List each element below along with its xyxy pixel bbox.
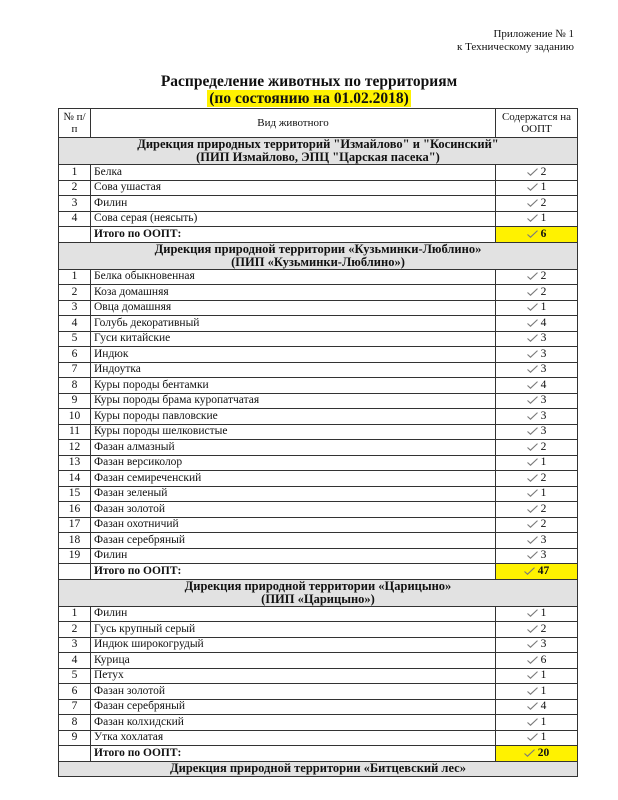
animal-count-cell [496, 211, 578, 227]
checkmark-icon [524, 567, 535, 575]
animal-count: 1 [540, 181, 547, 194]
animal-count-cell [496, 684, 578, 700]
table-row [59, 517, 578, 533]
animal-count: 1 [540, 301, 547, 314]
row-number: 14 [59, 471, 91, 487]
table-row [59, 653, 578, 669]
table-row [59, 362, 578, 378]
table-row [59, 471, 578, 487]
total-count-cell [496, 227, 578, 243]
table-row [59, 285, 578, 301]
animal-count: 4 [540, 700, 547, 713]
animal-count: 3 [540, 549, 547, 562]
row-number: 6 [59, 684, 91, 700]
animal-count-cell [496, 548, 578, 564]
animal-name: Индюк [91, 347, 496, 363]
total-num-cell [59, 746, 91, 762]
table-row [59, 165, 578, 181]
animal-count-cell [496, 471, 578, 487]
animal-name: Фазан зеленый [91, 486, 496, 502]
row-number: 16 [59, 502, 91, 518]
checkmark-icon [527, 520, 538, 528]
checkmark-icon [527, 536, 538, 544]
animal-count: 2 [540, 440, 547, 453]
animal-count-cell [496, 502, 578, 518]
row-number: 1 [59, 269, 91, 285]
checkmark-icon [527, 640, 538, 648]
table-row [59, 211, 578, 227]
table-row [59, 637, 578, 653]
animal-count-cell [496, 300, 578, 316]
section-title-line2: (ПИП «Кузьминки-Люблино») [231, 254, 405, 269]
row-number: 2 [59, 622, 91, 638]
title-line1: Распределение животных по территориям [160, 73, 458, 90]
checkmark-icon [527, 718, 538, 726]
checkmark-icon [527, 350, 538, 358]
animal-name: Овца домашняя [91, 300, 496, 316]
checkmark-icon [527, 733, 538, 741]
animals-table [58, 108, 578, 777]
section-title [59, 761, 578, 777]
animal-count-cell [496, 180, 578, 196]
row-number: 12 [59, 440, 91, 456]
animal-name: Гуси китайские [91, 331, 496, 347]
animal-count-cell [496, 331, 578, 347]
checkmark-icon [527, 474, 538, 482]
section-title [59, 242, 578, 269]
appendix-line2: к Техническому заданию [457, 41, 574, 53]
animal-count: 1 [540, 684, 547, 697]
total-num-cell [59, 227, 91, 243]
row-number: 3 [59, 300, 91, 316]
table-row [59, 393, 578, 409]
checkmark-icon [524, 749, 535, 757]
animal-count-cell [496, 606, 578, 622]
checkmark-icon [527, 334, 538, 342]
total-count: 20 [537, 746, 550, 759]
section-title-line2: (ПИП «Царицыно») [261, 591, 375, 606]
animal-name: Курица [91, 653, 496, 669]
animal-name: Индюк широкогрудый [91, 637, 496, 653]
checkmark-icon [527, 687, 538, 695]
document-title [0, 73, 618, 107]
animal-count-cell [496, 653, 578, 669]
animal-name: Фазан колхидский [91, 715, 496, 731]
checkmark-icon [527, 458, 538, 466]
animal-count: 1 [540, 715, 547, 728]
table-row [59, 316, 578, 332]
checkmark-icon [527, 443, 538, 451]
animal-name: Фазан серебряный [91, 699, 496, 715]
animal-name: Коза домашняя [91, 285, 496, 301]
section-header-row [59, 138, 578, 165]
row-number: 17 [59, 517, 91, 533]
total-label: Итого по ООПТ: [91, 746, 496, 762]
table-row [59, 378, 578, 394]
animal-name: Фазан серебряный [91, 533, 496, 549]
animal-count-cell [496, 455, 578, 471]
animal-count: 2 [540, 518, 547, 531]
animal-count-cell [496, 622, 578, 638]
animal-name: Филин [91, 548, 496, 564]
animal-count: 2 [540, 471, 547, 484]
table-row [59, 684, 578, 700]
animal-name: Белка обыкновенная [91, 269, 496, 285]
row-number: 18 [59, 533, 91, 549]
animal-name: Сова ушастая [91, 180, 496, 196]
total-row [59, 564, 578, 580]
checkmark-icon [527, 288, 538, 296]
table-row [59, 331, 578, 347]
animal-name: Фазан семиреченский [91, 471, 496, 487]
animal-count: 1 [540, 487, 547, 500]
animal-count: 3 [540, 347, 547, 360]
checkmark-icon [527, 551, 538, 559]
animal-count-cell [496, 165, 578, 181]
row-number: 3 [59, 196, 91, 212]
section-title-line1: Дирекция природной территории «Царицыно» [184, 579, 452, 593]
row-number: 6 [59, 347, 91, 363]
animal-count-cell [496, 440, 578, 456]
table-row [59, 622, 578, 638]
table-row [59, 180, 578, 196]
checkmark-icon [527, 427, 538, 435]
table-row [59, 533, 578, 549]
table-row [59, 269, 578, 285]
section-title-line1: Дирекция природной территории «Битцевский лес» [170, 761, 466, 776]
checkmark-icon [527, 412, 538, 420]
animal-name: Куры породы бентамки [91, 378, 496, 394]
checkmark-icon [527, 656, 538, 664]
animal-name: Голубь декоративный [91, 316, 496, 332]
animal-count: 6 [540, 653, 547, 666]
animal-count-cell [496, 533, 578, 549]
animal-count: 2 [540, 285, 547, 298]
animal-count-cell [496, 269, 578, 285]
animal-count: 3 [540, 533, 547, 546]
section-title-line1: Дирекция природной территории «Кузьминки-Люблино» [154, 242, 482, 256]
checkmark-icon [527, 199, 538, 207]
row-number: 4 [59, 211, 91, 227]
row-number: 9 [59, 393, 91, 409]
animal-count: 2 [540, 165, 547, 178]
checkmark-icon [527, 489, 538, 497]
row-number: 2 [59, 285, 91, 301]
checkmark-icon [527, 272, 538, 280]
animal-count-cell [496, 424, 578, 440]
row-number: 4 [59, 316, 91, 332]
row-number: 1 [59, 165, 91, 181]
appendix-line1: Приложение № 1 [493, 28, 574, 40]
animal-count-cell [496, 362, 578, 378]
animal-count: 1 [540, 212, 547, 225]
row-number: 10 [59, 409, 91, 425]
animal-count-cell [496, 378, 578, 394]
row-number: 7 [59, 362, 91, 378]
row-number: 15 [59, 486, 91, 502]
animal-count: 3 [540, 332, 547, 345]
section-title [59, 138, 578, 165]
checkmark-icon [527, 671, 538, 679]
table-row [59, 486, 578, 502]
table-row [59, 548, 578, 564]
checkmark-icon [527, 625, 538, 633]
section-header-row [59, 579, 578, 606]
checkmark-icon [527, 609, 538, 617]
animal-name: Куры породы брама куропатчатая [91, 393, 496, 409]
animal-count-cell [496, 637, 578, 653]
title-date-highlight: (по состоянию на 01.02.2018) [209, 90, 409, 107]
animal-count: 1 [540, 456, 547, 469]
checkmark-icon [527, 365, 538, 373]
animal-count: 3 [540, 409, 547, 422]
checkmark-icon [527, 381, 538, 389]
table-row [59, 730, 578, 746]
animal-count-cell [496, 316, 578, 332]
checkmark-icon [527, 303, 538, 311]
animal-count-cell [496, 285, 578, 301]
animal-count-cell [496, 699, 578, 715]
header-count: Содержатся на ООПТ [496, 109, 578, 138]
animal-count-cell [496, 668, 578, 684]
animal-count: 4 [540, 316, 547, 329]
animal-count: 4 [540, 378, 547, 391]
animal-count: 2 [540, 270, 547, 283]
checkmark-icon [527, 396, 538, 404]
header-num: № п/п [59, 109, 91, 138]
animal-name: Фазан алмазный [91, 440, 496, 456]
animal-count-cell [496, 517, 578, 533]
animal-name: Белка [91, 165, 496, 181]
row-number: 7 [59, 699, 91, 715]
section-header-row [59, 761, 578, 777]
animal-name: Фазан золотой [91, 684, 496, 700]
total-row [59, 746, 578, 762]
appendix-header [457, 28, 574, 54]
row-number: 1 [59, 606, 91, 622]
animal-count-cell [496, 347, 578, 363]
row-number: 3 [59, 637, 91, 653]
section-title [59, 579, 578, 606]
checkmark-icon [527, 505, 538, 513]
table-row [59, 668, 578, 684]
checkmark-icon [527, 183, 538, 191]
table-row [59, 409, 578, 425]
table-header-row [59, 109, 578, 138]
table-row [59, 699, 578, 715]
animal-name: Петух [91, 668, 496, 684]
row-number: 2 [59, 180, 91, 196]
total-count-cell [496, 746, 578, 762]
total-count-cell [496, 564, 578, 580]
animal-name: Фазан золотой [91, 502, 496, 518]
animal-count-cell [496, 486, 578, 502]
animal-count: 2 [540, 196, 547, 209]
animal-name: Фазан охотничий [91, 517, 496, 533]
animal-count: 1 [540, 669, 547, 682]
animal-count: 3 [540, 394, 547, 407]
section-header-row [59, 242, 578, 269]
animal-count: 3 [540, 363, 547, 376]
total-num-cell [59, 564, 91, 580]
table-row [59, 502, 578, 518]
table-row [59, 455, 578, 471]
animal-count-cell [496, 196, 578, 212]
animal-count-cell [496, 715, 578, 731]
row-number: 5 [59, 668, 91, 684]
total-count: 47 [537, 564, 550, 577]
row-number: 8 [59, 715, 91, 731]
animal-name: Сова серая (неясыть) [91, 211, 496, 227]
total-row [59, 227, 578, 243]
table-row [59, 347, 578, 363]
animal-count: 3 [540, 425, 547, 438]
row-number: 4 [59, 653, 91, 669]
header-name: Вид животного [91, 109, 496, 138]
row-number: 11 [59, 424, 91, 440]
animal-count: 3 [540, 638, 547, 651]
animal-name: Филин [91, 196, 496, 212]
animal-name: Утка хохлатая [91, 730, 496, 746]
animal-count-cell [496, 730, 578, 746]
checkmark-icon [527, 702, 538, 710]
table-row [59, 606, 578, 622]
animal-name: Филин [91, 606, 496, 622]
row-number: 13 [59, 455, 91, 471]
animal-name: Индоутка [91, 362, 496, 378]
checkmark-icon [527, 230, 538, 238]
animal-name: Куры породы шелковистые [91, 424, 496, 440]
checkmark-icon [527, 319, 538, 327]
animal-count: 1 [540, 607, 547, 620]
section-title-line1: Дирекция природных территорий "Измайлово" и "Косинский" [137, 137, 499, 151]
animal-count: 2 [540, 502, 547, 515]
table-row [59, 300, 578, 316]
table-body [59, 138, 578, 777]
table-row [59, 424, 578, 440]
row-number: 19 [59, 548, 91, 564]
animal-count: 1 [540, 731, 547, 744]
total-label: Итого по ООПТ: [91, 227, 496, 243]
total-label: Итого по ООПТ: [91, 564, 496, 580]
animal-name: Фазан версиколор [91, 455, 496, 471]
animal-name: Гусь крупный серый [91, 622, 496, 638]
animal-count-cell [496, 409, 578, 425]
checkmark-icon [527, 168, 538, 176]
table-row [59, 440, 578, 456]
section-title-line2: (ПИП Измайлово, ЭПЦ "Царская пасека") [196, 150, 440, 164]
checkmark-icon [527, 214, 538, 222]
table-row [59, 196, 578, 212]
row-number: 8 [59, 378, 91, 394]
row-number: 9 [59, 730, 91, 746]
row-number: 5 [59, 331, 91, 347]
total-count: 6 [540, 227, 547, 240]
animal-count: 2 [540, 622, 547, 635]
animal-count-cell [496, 393, 578, 409]
animal-name: Куры породы павловские [91, 409, 496, 425]
table-row [59, 715, 578, 731]
